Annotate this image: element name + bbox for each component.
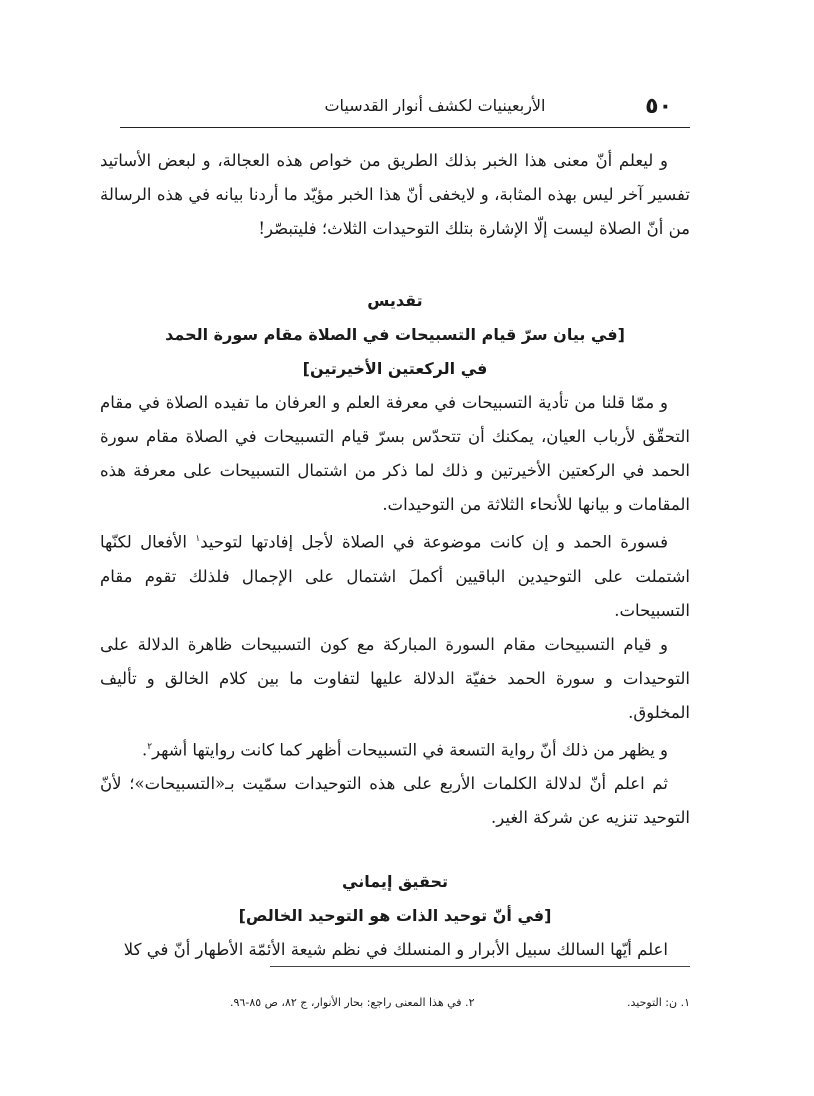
section-subheading-line1: [في بيان سرّ قيام التسبيحات في الصلاة مقام سورة الحمد: [165, 325, 625, 344]
section-heading-taqdis: تقديس: [367, 291, 423, 310]
main-text: [100, 144, 690, 967]
paragraph: و قيام التسبيحات مقام السورة المباركة مع كون التسبيحات ظاهرة الدلالة على التوحيدات و سورة الحمد خفيّة الدلالة عليها لتفاوت ما بين كلام الخالق و تأليف المخلوق.: [100, 634, 690, 722]
page-header: [120, 88, 690, 124]
paragraph: اعلم أيّها السالك سبيل الأبرار و المنسلك في نظم شيعة الأئمّة الأطهار أنّ في كلا: [123, 940, 668, 959]
paragraph: [100, 522, 690, 628]
page-number: ٥٠: [645, 94, 672, 119]
section-spacer: [100, 835, 690, 865]
intro-paragraph: و ليعلم أنّ معنى هذا الخبر بذلك الطريق من خواص هذه العجالة، و لبعض الأساتيد تفسير آخر ليس بهذه المثابة، و لايخفى أنّ هذا الخبر مؤيّد ما أردنا بيانه في هذه الرسالة من أنّ الصلاة ليست إلّا الإشارة بتلك التوحيدات الثلاث؛ فليتبصّر!: [100, 151, 690, 238]
footnotes: [230, 996, 690, 1009]
section-spacer: [100, 246, 690, 284]
section-subheading: [في أنّ توحيد الذات هو التوحيد الخالص]: [238, 906, 552, 925]
header-divider: [120, 127, 690, 128]
paragraph: [100, 730, 690, 768]
paragraph-text: الأفعال لكنّها اشتملت على التوحيدين الباقيين أكملَ اشتمال على الإجمال فلذلك تقوم مقام التسبيحات.: [100, 532, 690, 620]
paragraph-text: فسورة الحمد و إن كانت موضوعة في الصلاة لأجل إفادتها لتوحيد: [200, 532, 669, 552]
footnote-divider: [270, 966, 690, 967]
footnote-1: ١. ن: التوحيد.: [627, 996, 690, 1009]
footnote-ref: ٢: [147, 741, 153, 752]
section-subheading-line2: في الركعتين الأخيرتين]: [302, 359, 488, 378]
footnote-ref: ١: [195, 534, 201, 544]
paragraph: ثم اعلم أنّ لدلالة الكلمات الأربع على هذه التوحيدات سمّيت بـ«التسبيحات»؛ لأنّ التوحيد تنزيه عن شركة الغير.: [100, 774, 690, 827]
running-title: الأربعينيات لكشف أنوار القدسيات: [324, 96, 546, 115]
footnote-2: ٢. في هذا المعنى راجع: بحار الأنوار، ج ٨٢، ص ٨٥-٩٦.: [230, 996, 475, 1009]
paragraph-text: .: [141, 740, 148, 759]
paragraph: و ممّا قلنا من تأدية التسبيحات في معرفة العلم و العرفان ما تفيده الصلاة في مقام التحقّق لأرباب العيان، يمكنك أن تتحدّس بسرّ قيام التسبيحات في الصلاة مقام سورة الحمد في الركعتين الأخيرتين و ذلك لما ذكر من اشتمال التسبيحات على معرفة هذه المقامات و بيانها للأنحاء الثلاثة من التوحيدات.: [100, 393, 690, 514]
paragraph-text: و يظهر من ذلك أنّ رواية التسعة في التسبيحات أظهر كما كانت روايتها أشهر: [152, 740, 668, 759]
section-heading-tahqiq: تحقيق إيماني: [342, 872, 448, 891]
